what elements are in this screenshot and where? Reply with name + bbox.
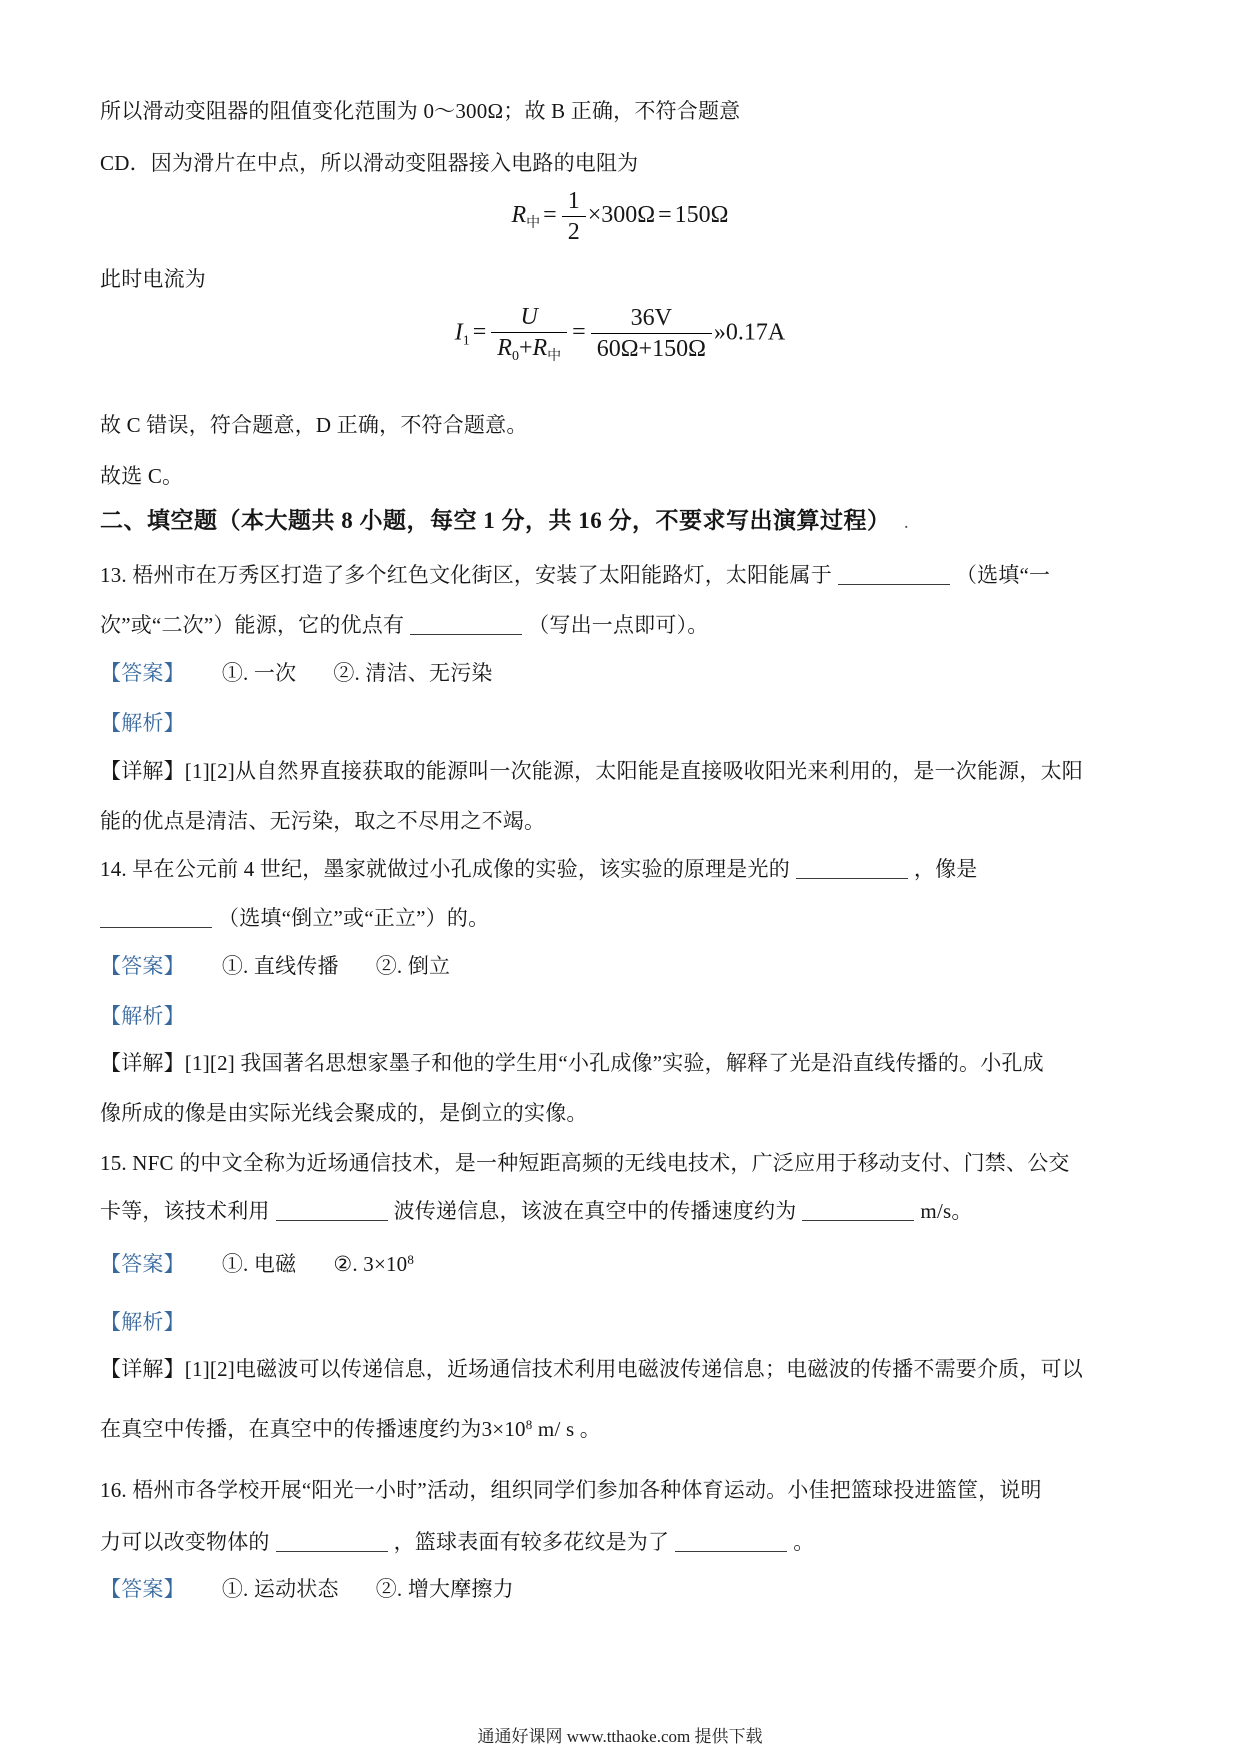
analysis-13 bbox=[100, 708, 1140, 738]
question-13-text: （写出一点即可）。 bbox=[528, 613, 709, 637]
detail-15-text: 。 bbox=[574, 1417, 601, 1441]
analysis-14 bbox=[100, 1001, 1140, 1031]
question-13-line-1 bbox=[100, 560, 1140, 590]
fill-blank bbox=[276, 1199, 388, 1221]
speed-of-light-value bbox=[482, 1417, 575, 1441]
answer-item-1: ①. 直线传播 bbox=[221, 954, 339, 978]
fraction-denominator bbox=[491, 333, 567, 366]
answer-16 bbox=[100, 1574, 1140, 1604]
question-15-text: 卡等，该技术利用 bbox=[100, 1199, 270, 1223]
question-15-text: m/s。 bbox=[920, 1199, 973, 1223]
answer-13 bbox=[100, 658, 1140, 688]
formula-r-middle bbox=[100, 186, 1140, 247]
fraction bbox=[491, 302, 567, 366]
footer-text: 通通好课网 www.tthaoke.com 提供下载 bbox=[477, 1727, 763, 1746]
fill-blank bbox=[410, 613, 522, 635]
section-2-header bbox=[100, 506, 1140, 540]
question-14-line-1 bbox=[100, 854, 1140, 884]
solution12-line-2: CD．因为滑片在中点，所以滑动变阻器接入电路的电阻为 bbox=[100, 151, 639, 175]
formula-subscript: 中 bbox=[526, 216, 541, 232]
formula-variable: R bbox=[511, 202, 527, 229]
question-14-text: 14. 早在公元前 4 世纪，墨家就做过小孔成像的实验，该实验的原理是光的 bbox=[100, 857, 790, 881]
question-15-text: 波传递信息，该波在真空中的传播速度约为 bbox=[393, 1199, 797, 1223]
question-16-text: 力可以改变物体的 bbox=[100, 1530, 270, 1554]
answer-value: ②. 3×10 bbox=[333, 1252, 408, 1276]
fill-blank bbox=[838, 563, 950, 585]
formula-variable: R bbox=[532, 335, 548, 361]
question-14-text: （选填“倒立”或“正立”）的。 bbox=[218, 906, 490, 930]
formula-current bbox=[100, 302, 1140, 366]
formula-variable: R bbox=[497, 335, 512, 361]
question-15-line-2 bbox=[100, 1196, 1140, 1226]
page-footer bbox=[0, 1722, 1240, 1747]
solution12-line-4: 故 C 错误，符合题意，D 正确，不符合题意。 bbox=[100, 413, 528, 437]
plus-sign: + bbox=[518, 335, 533, 361]
solution12-line-1: 所以滑动变阻器的阻值变化范围为 0～300Ω；故 B 正确，不符合题意 bbox=[100, 99, 741, 123]
equals-sign: = bbox=[543, 202, 557, 229]
question-14-text: ，像是 bbox=[913, 857, 978, 881]
detail-13-line-1: 【详解】[1][2]从自然界直接获取的能源叫一次能源，太阳能是直接吸收阳光来利用的，是一次能源，太阳 bbox=[100, 759, 1083, 783]
equals-sign: = bbox=[658, 202, 672, 229]
fill-blank bbox=[796, 857, 908, 879]
fraction bbox=[562, 186, 586, 247]
formula-term: ×300Ω bbox=[587, 202, 656, 229]
exponent: 8 bbox=[407, 1252, 415, 1267]
formula-subscript: 0 bbox=[511, 349, 519, 364]
analysis-15 bbox=[100, 1307, 1140, 1337]
analysis-label: 【解析】 bbox=[100, 1310, 185, 1334]
question-16-line-2 bbox=[100, 1527, 1140, 1557]
answer-14 bbox=[100, 951, 1140, 981]
question-16-text: ，篮球表面有较多花纹是为了 bbox=[393, 1530, 670, 1554]
detail-13-line-2: 能的优点是清洁、无污染，取之不尽用之不竭。 bbox=[100, 809, 546, 833]
fill-blank bbox=[675, 1530, 787, 1552]
formula-subscript: 中 bbox=[547, 349, 562, 364]
unit: m/ s bbox=[532, 1417, 575, 1441]
solution12-line-3: 此时电流为 bbox=[100, 267, 206, 291]
fraction-numerator: 1 bbox=[562, 186, 586, 217]
detail-15-text: 在真空中传播，在真空中的传播速度约为 bbox=[100, 1417, 482, 1441]
solution12-line-5: 故选 C。 bbox=[100, 464, 184, 488]
fraction-denominator: 60Ω+150Ω bbox=[596, 336, 706, 363]
fill-blank bbox=[802, 1199, 914, 1221]
analysis-label: 【解析】 bbox=[100, 711, 185, 735]
answer-15 bbox=[100, 1245, 1140, 1279]
fill-blank bbox=[276, 1530, 388, 1552]
fraction-numerator: 36V bbox=[591, 303, 712, 334]
exponent: 8 bbox=[525, 1417, 533, 1432]
math-base: 3×10 bbox=[481, 1417, 526, 1441]
answer-label: 【答案】 bbox=[100, 1252, 185, 1276]
answer-item-1: ①. 一次 bbox=[221, 661, 297, 685]
question-13-text: 次”或“二次”）能源，它的优点有 bbox=[100, 613, 405, 637]
answer-label: 【答案】 bbox=[100, 1577, 185, 1601]
answer-item-2: ②. 增大摩擦力 bbox=[375, 1577, 514, 1601]
stray-dot: . bbox=[904, 517, 909, 532]
question-13-text: 13. 梧州市在万秀区打造了多个红色文化街区，安装了太阳能路灯，太阳能属于 bbox=[100, 563, 832, 587]
answer-item-2: ②. 倒立 bbox=[375, 954, 451, 978]
question-13-text: （选填“一 bbox=[955, 563, 1051, 587]
detail-14-line-2: 像所成的像是由实际光线会聚成的，是倒立的实像。 bbox=[100, 1101, 588, 1125]
equals-sign: = bbox=[472, 319, 487, 346]
fraction bbox=[591, 303, 712, 364]
question-13-line-2 bbox=[100, 610, 1140, 640]
answer-item-1: ①. 电磁 bbox=[221, 1252, 297, 1276]
formula-result: 150Ω bbox=[674, 202, 729, 229]
fraction-denominator: 2 bbox=[567, 219, 580, 245]
formula-subscript: 1 bbox=[462, 333, 470, 349]
question-16-line-1: 16. 梧州市各学校开展“阳光一小时”活动，组织同学们参加各种体育运动。小佳把篮球投进篮筐，说明 bbox=[100, 1478, 1042, 1502]
fraction-numerator: U bbox=[491, 302, 567, 333]
question-14-line-2 bbox=[100, 903, 1140, 933]
question-16-text: 。 bbox=[793, 1530, 815, 1554]
answer-item-2: ②. 清洁、无污染 bbox=[333, 661, 493, 685]
answer-label: 【答案】 bbox=[100, 954, 185, 978]
detail-14-line-1: 【详解】[1][2] 我国著名思想家墨子和他的学生用“小孔成像”实验，解释了光是沿直线传播的。小孔成 bbox=[100, 1051, 1044, 1075]
equals-sign: = bbox=[572, 319, 586, 346]
detail-15-line-1: 【详解】[1][2]电磁波可以传递信息，近场通信技术利用电磁波传递信息；电磁波的传播不需要介质，可以 bbox=[100, 1357, 1083, 1381]
question-15-line-1: 15. NFC 的中文全称为近场通信技术，是一种短距高频的无线电技术，广泛应用于移动支付、门禁、公交 bbox=[100, 1151, 1070, 1175]
detail-15-line-2 bbox=[100, 1410, 1140, 1444]
answer-label: 【答案】 bbox=[100, 661, 185, 685]
answer-item-1: ①. 运动状态 bbox=[221, 1577, 339, 1601]
section-2-title: 二、填空题（本大题共 8 小题，每空 1 分，共 16 分，不要求写出演算过程） bbox=[100, 508, 891, 533]
fill-blank bbox=[100, 906, 212, 928]
formula-variable: I bbox=[454, 319, 463, 346]
formula-result: »0.17A bbox=[713, 319, 786, 346]
answer-item-2 bbox=[333, 1252, 414, 1276]
analysis-label: 【解析】 bbox=[100, 1004, 185, 1028]
